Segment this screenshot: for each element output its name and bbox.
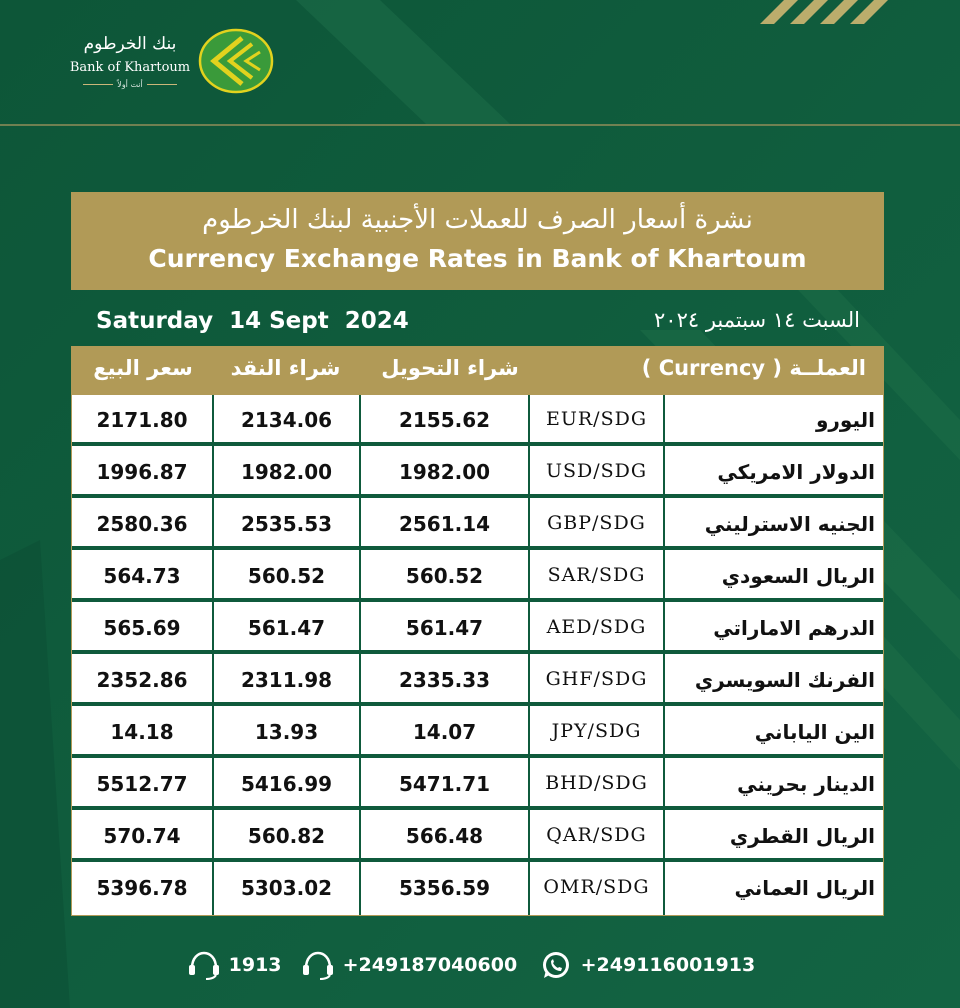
whatsapp-number: +249116001913 <box>580 954 756 976</box>
column-header-sell: سعر البيع <box>93 356 193 380</box>
transfer-buy-rate: 566.48 <box>405 824 484 848</box>
cash-buy-rate: 560.82 <box>247 824 326 848</box>
currency-code: GBP/SDG <box>547 512 646 534</box>
hotline-number: 1913 <box>228 954 282 976</box>
currency-code: SAR/SDG <box>547 564 646 586</box>
title-arabic: نشرة أسعار الصرف للعملات الأجنبية لبنك الخرطوم <box>202 205 753 235</box>
row-separator <box>72 858 883 862</box>
currency-name: الريال العماني <box>734 876 875 900</box>
row-separator <box>72 442 883 446</box>
currency-code: USD/SDG <box>545 460 648 482</box>
cash-buy-rate: 13.93 <box>254 720 319 744</box>
currency-code: GHF/SDG <box>545 668 648 690</box>
currency-code: EUR/SDG <box>545 408 648 430</box>
currency-code: JPY/SDG <box>551 720 642 742</box>
currency-name: الجنيه الاسترليني <box>704 512 875 536</box>
currency-name: الريال القطري <box>729 824 875 848</box>
table-row <box>72 863 883 914</box>
cash-buy-rate: 5416.99 <box>240 772 333 796</box>
contact-footer <box>186 944 786 984</box>
logo-arabic-name: بنك الخرطوم <box>83 34 177 54</box>
row-separator <box>72 546 883 550</box>
column-header-cash-buy: شراء النقد <box>230 356 341 380</box>
hotline-contact[interactable] <box>186 950 282 980</box>
sell-rate: 14.18 <box>110 720 174 744</box>
sell-rate: 5396.78 <box>96 876 188 900</box>
bank-logo <box>60 28 280 98</box>
phone-contact[interactable] <box>300 950 517 980</box>
transfer-buy-rate: 2155.62 <box>398 408 491 432</box>
transfer-buy-rate: 1982.00 <box>398 460 491 484</box>
whatsapp-contact[interactable] <box>538 950 755 980</box>
table-row <box>72 499 883 550</box>
logo-emblem-icon <box>198 28 274 94</box>
rates-table <box>71 394 884 916</box>
table-row <box>72 811 883 862</box>
currency-name: الدينار بحريني <box>737 772 875 796</box>
sell-rate: 5512.77 <box>96 772 188 796</box>
header-divider <box>0 124 960 126</box>
currency-code: QAR/SDG <box>546 824 647 846</box>
currency-name: الدرهم الاماراتي <box>713 616 875 640</box>
transfer-buy-rate: 5356.59 <box>398 876 491 900</box>
table-row <box>72 707 883 758</box>
row-separator <box>72 650 883 654</box>
table-row <box>72 447 883 498</box>
column-header-transfer-buy: شراء التحويل <box>381 356 519 380</box>
headset-icon <box>186 950 222 980</box>
sell-rate: 1996.87 <box>96 460 188 484</box>
logo-tagline: أنت أولاً <box>60 80 200 89</box>
table-row <box>72 603 883 654</box>
row-separator <box>72 806 883 810</box>
cash-buy-rate: 5303.02 <box>240 876 333 900</box>
row-separator <box>72 754 883 758</box>
title-banner <box>71 192 884 290</box>
cash-buy-rate: 2535.53 <box>240 512 333 536</box>
headset-icon <box>300 950 336 980</box>
table-row <box>72 551 883 602</box>
cash-buy-rate: 2134.06 <box>240 408 333 432</box>
title-english: Currency Exchange Rates in Bank of Khartoum <box>148 244 807 273</box>
sell-rate: 2352.86 <box>96 668 188 692</box>
row-separator <box>72 702 883 706</box>
currency-code: BHD/SDG <box>545 772 648 794</box>
transfer-buy-rate: 2335.33 <box>398 668 491 692</box>
date-english: Saturday 14 Sept 2024 <box>96 308 409 334</box>
whatsapp-icon <box>538 950 574 980</box>
row-separator <box>72 494 883 498</box>
transfer-buy-rate: 560.52 <box>405 564 484 588</box>
currency-name: الريال السعودي <box>721 564 875 588</box>
row-separator <box>72 598 883 602</box>
sell-rate: 570.74 <box>103 824 181 848</box>
table-row <box>72 395 883 446</box>
column-header-currency: العملــة ( Currency ) <box>641 356 866 380</box>
transfer-buy-rate: 14.07 <box>412 720 477 744</box>
phone-number: +249187040600 <box>342 954 518 976</box>
currency-name: اليورو <box>815 408 875 432</box>
currency-name: الفرنك السويسري <box>694 668 875 692</box>
currency-code: OMR/SDG <box>543 876 650 898</box>
sell-rate: 565.69 <box>103 616 181 640</box>
date-arabic: السبت ١٤ سبتمبر ٢٠٢٤ <box>654 308 860 332</box>
logo-english-name: Bank of Khartoum <box>69 60 191 75</box>
sell-rate: 564.73 <box>103 564 181 588</box>
sell-rate: 2580.36 <box>96 512 188 536</box>
table-row <box>72 655 883 706</box>
table-row <box>72 759 883 810</box>
cash-buy-rate: 1982.00 <box>240 460 333 484</box>
transfer-buy-rate: 5471.71 <box>398 772 491 796</box>
sell-rate: 2171.80 <box>96 408 188 432</box>
table-header <box>71 346 884 394</box>
currency-name: الدولار الامريكي <box>717 460 875 484</box>
cash-buy-rate: 2311.98 <box>240 668 333 692</box>
cash-buy-rate: 560.52 <box>247 564 326 588</box>
transfer-buy-rate: 561.47 <box>405 616 484 640</box>
currency-name: الين الياباني <box>754 720 875 744</box>
currency-code: AED/SDG <box>546 616 647 638</box>
cash-buy-rate: 561.47 <box>247 616 326 640</box>
transfer-buy-rate: 2561.14 <box>398 512 491 536</box>
